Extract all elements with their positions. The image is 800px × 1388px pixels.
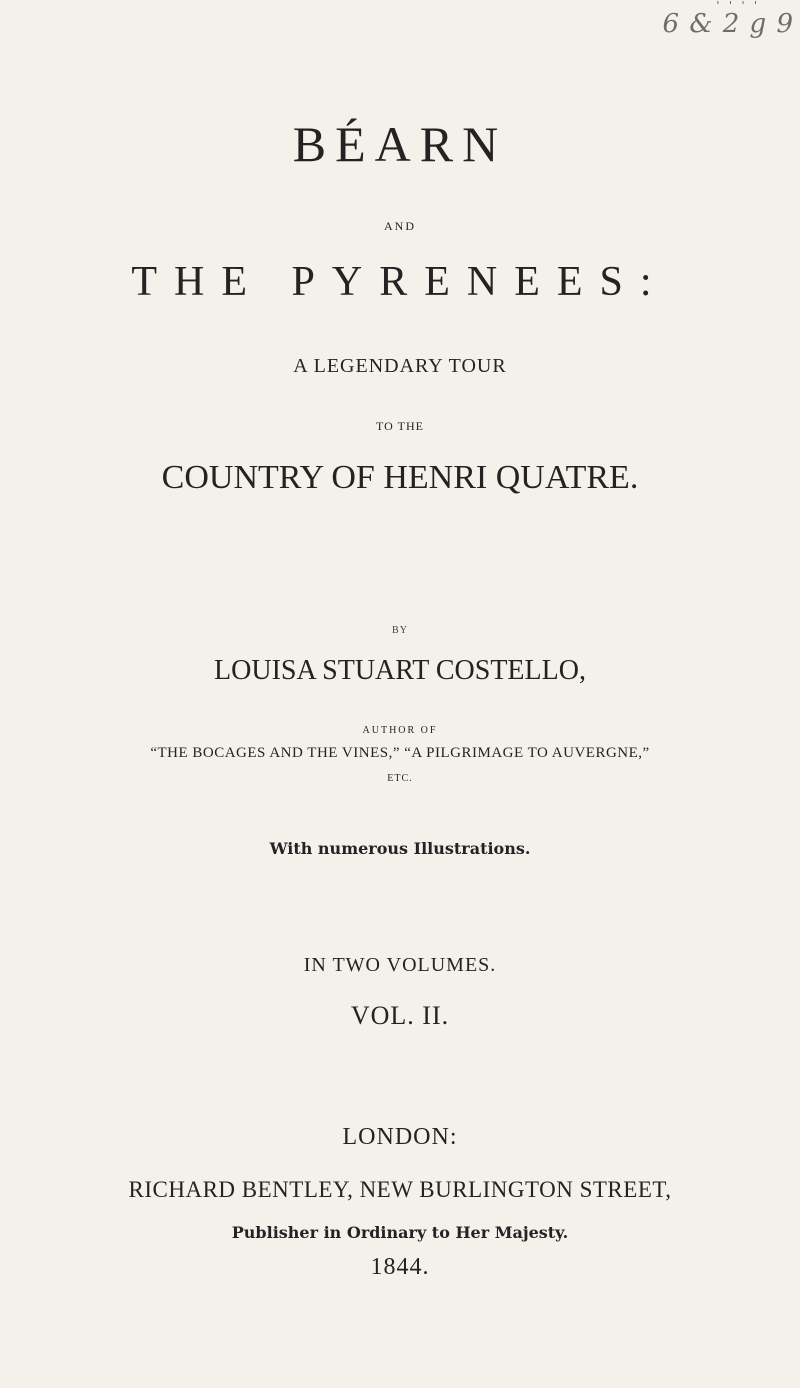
author-etc: ETC. [387, 773, 413, 784]
subtitle-to-the: TO THE [376, 419, 424, 433]
title-and: AND [384, 219, 416, 233]
imprint-publisher: RICHARD BENTLEY, NEW BURLINGTON STREET, [128, 1177, 672, 1202]
title-sub: THE PYRENEES: [131, 259, 669, 305]
author-name: LOUISA STUART COSTELLO, [214, 655, 586, 686]
author-of-label: AUTHOR OF [362, 725, 438, 736]
handwritten-number: 6 & 2 g 9 [662, 9, 794, 39]
author-by: BY [392, 625, 408, 636]
subtitle-country: COUNTRY OF HENRI QUATRE. [161, 459, 639, 496]
volume-number: VOL. II. [350, 1001, 450, 1030]
imprint-year: 1844. [370, 1254, 430, 1280]
illustrations-note: With numerous Illustrations. [269, 839, 531, 858]
volumes-count: IN TWO VOLUMES. [303, 954, 497, 976]
subtitle-legendary-tour: A LEGENDARY TOUR [293, 355, 507, 377]
handwritten-marks: ' ' ' ' [716, 0, 760, 12]
author-works: “THE BOCAGES AND THE VINES,” “A PILGRIMAGE TO AUVERGNE,” [150, 745, 650, 761]
imprint-city: LONDON: [342, 1124, 458, 1150]
title-main: BÉARN [292, 116, 508, 172]
imprint-appointment: Publisher in Ordinary to Her Majesty. [231, 1223, 569, 1242]
handwritten-shelfmark [663, 0, 794, 37]
